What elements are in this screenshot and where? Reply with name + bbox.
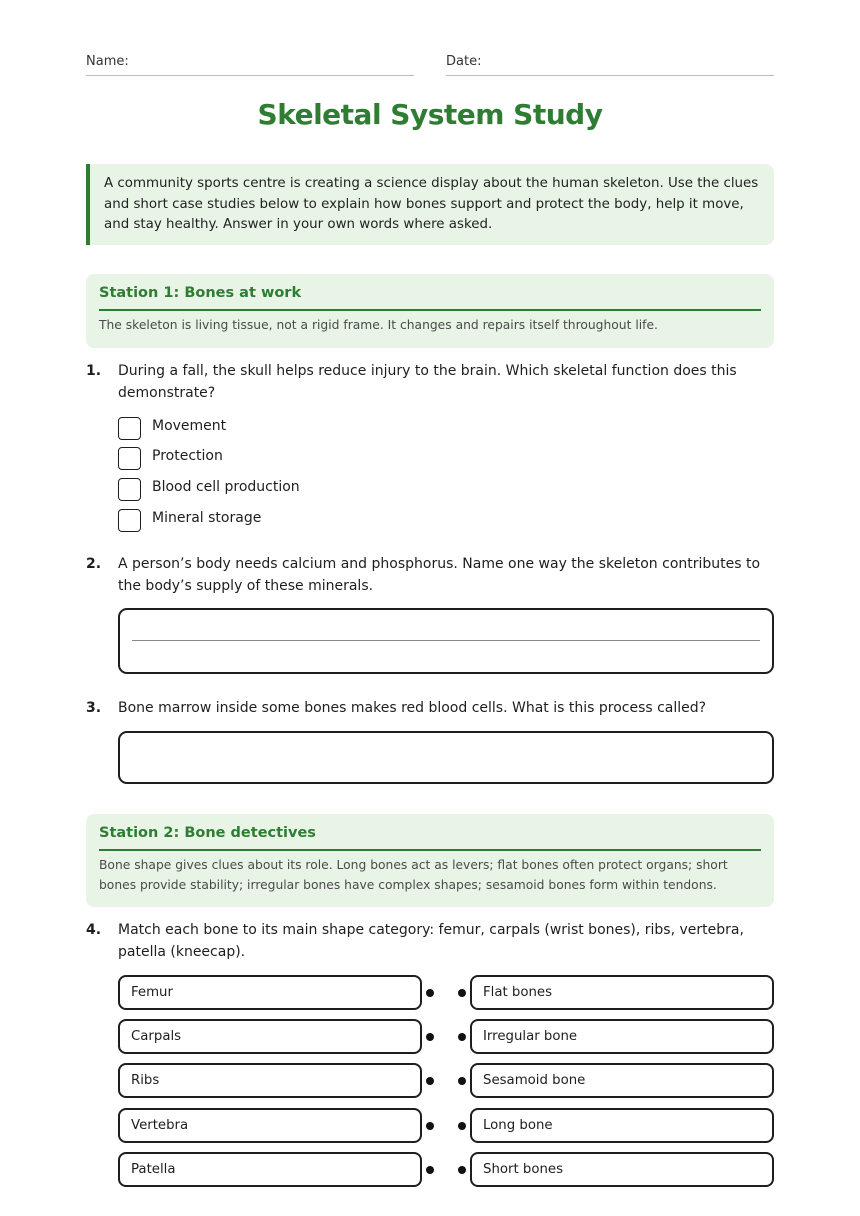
match-right-item[interactable]: Short bones xyxy=(470,1152,774,1187)
answer-box-q2[interactable] xyxy=(118,608,774,674)
question-number: 3. xyxy=(86,700,102,716)
date-label: Date: xyxy=(446,54,482,69)
question-text: A person’s body needs calcium and phosphorus. Name one way the skeleton contributes to the body’s supply of these minerals. xyxy=(118,556,761,594)
match-left-item[interactable]: Patella xyxy=(118,1152,422,1187)
station-2-panel xyxy=(86,814,774,907)
station-2-description: Bone shape gives clues about its role. Long bones act as levers; flat bones often protect organs; short bones provide stability; irregular bones have complex shapes; sesamoid bones form within tendons. xyxy=(99,858,728,892)
station-2-heading: Station 2: Bone detectives xyxy=(99,825,761,851)
match-right-item[interactable]: Sesamoid bone xyxy=(470,1063,774,1098)
connector-dot[interactable] xyxy=(426,989,434,997)
question-text: Match each bone to its main shape category: femur, carpals (wrist bones), ribs, vertebra, patella (kneecap). xyxy=(118,922,744,960)
question-number: 2. xyxy=(86,556,102,572)
checkbox[interactable] xyxy=(118,417,141,440)
connector-dot[interactable] xyxy=(426,1077,434,1085)
checkbox[interactable] xyxy=(118,509,141,532)
option-label: Mineral storage xyxy=(152,510,262,526)
match-row xyxy=(118,1063,774,1099)
match-right-item[interactable]: Flat bones xyxy=(470,975,774,1010)
connector-dot[interactable] xyxy=(458,989,466,997)
question-number: 4. xyxy=(86,922,102,938)
connector-dot[interactable] xyxy=(426,1033,434,1041)
match-right-item[interactable]: Irregular bone xyxy=(470,1019,774,1054)
checkbox[interactable] xyxy=(118,478,141,501)
question-text: Bone marrow inside some bones makes red blood cells. What is this process called? xyxy=(118,700,707,716)
connector-dot[interactable] xyxy=(458,1166,466,1174)
question-number: 1. xyxy=(86,363,102,379)
name-label: Name: xyxy=(86,54,129,69)
match-right-item[interactable]: Long bone xyxy=(470,1108,774,1143)
name-field[interactable] xyxy=(86,54,414,76)
station-1-heading: Station 1: Bones at work xyxy=(99,285,761,311)
match-row xyxy=(118,975,774,1011)
option-label: Protection xyxy=(152,448,223,464)
option-label: Blood cell production xyxy=(152,479,300,495)
answer-box-q3[interactable] xyxy=(118,731,774,784)
match-left-item[interactable]: Vertebra xyxy=(118,1108,422,1143)
connector-dot[interactable] xyxy=(458,1122,466,1130)
match-left-item[interactable]: Femur xyxy=(118,975,422,1010)
intro-box: A community sports centre is creating a science display about the human skeleton. Use the clues and short case studies below to explain how bones support and protect the body, help it move, and stay healthy. Answer in your own words where asked. xyxy=(86,164,774,245)
connector-dot[interactable] xyxy=(426,1122,434,1130)
match-row xyxy=(118,1108,774,1144)
answer-line xyxy=(132,640,760,641)
station-1-description: The skeleton is living tissue, not a rigid frame. It changes and repairs itself throughout life. xyxy=(99,318,658,332)
match-row xyxy=(118,1019,774,1055)
date-field[interactable] xyxy=(446,54,774,76)
connector-dot[interactable] xyxy=(426,1166,434,1174)
header xyxy=(86,54,774,76)
option-label: Movement xyxy=(152,418,227,434)
match-left-item[interactable]: Ribs xyxy=(118,1063,422,1098)
page-title: Skeletal System Study xyxy=(257,98,603,131)
match-row xyxy=(118,1152,774,1188)
station-1-panel xyxy=(86,274,774,348)
checkbox[interactable] xyxy=(118,447,141,470)
connector-dot[interactable] xyxy=(458,1033,466,1041)
match-left-item[interactable]: Carpals xyxy=(118,1019,422,1054)
connector-dot[interactable] xyxy=(458,1077,466,1085)
question-text: During a fall, the skull helps reduce injury to the brain. Which skeletal function does this demonstrate? xyxy=(118,363,737,401)
